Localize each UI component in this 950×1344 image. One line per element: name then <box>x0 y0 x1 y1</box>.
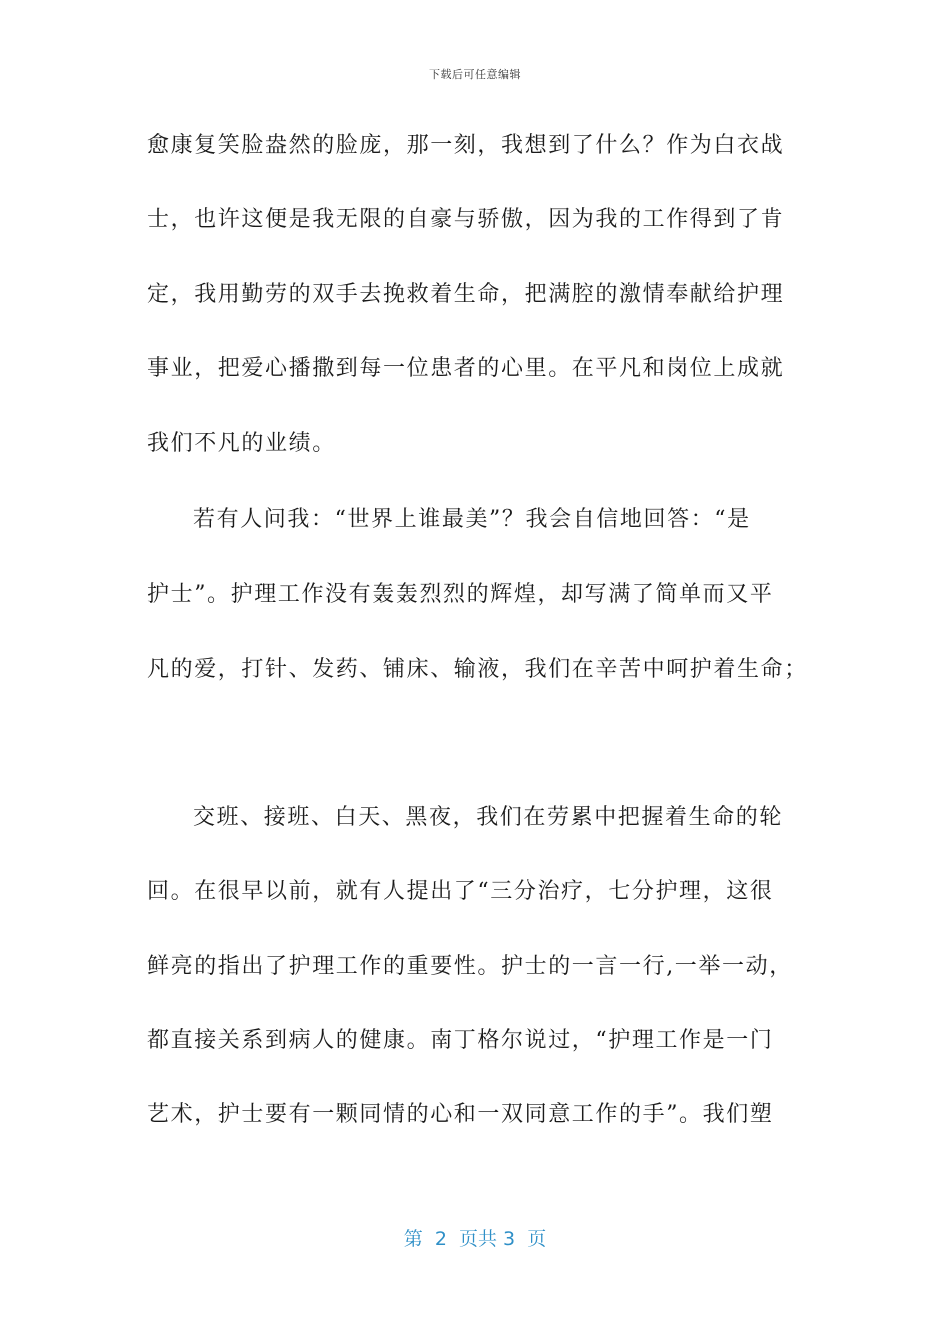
text-line: 鲜亮的指出了护理工作的重要性。护士的一言一行,一举一动， <box>147 954 793 979</box>
paragraph-first-line: 交班、接班、白天、黑夜，我们在劳累中把握着生命的轮 <box>193 805 784 830</box>
text-line: 事业，把爱心播撒到每一位患者的心里。在平凡和岗位上成就 <box>147 356 785 381</box>
page-number: 第 2 页共 3 页 <box>403 1228 547 1250</box>
text-line: 艺术，护士要有一颗同情的心和一双同意工作的手”。我们塑 <box>147 1102 774 1127</box>
page-header: 下载后可任意编辑 <box>429 68 521 81</box>
text-line: 护士”。护理工作没有轰轰烈烈的辉煌，却写满了简单而又平 <box>147 582 774 607</box>
text-line: 定，我用勤劳的双手去挽救着生命，把满腔的激情奉献给护理 <box>147 282 785 307</box>
text-line: 士，也许这便是我无限的自豪与骄傲，因为我的工作得到了肯 <box>147 207 785 232</box>
text-line: 我们不凡的业绩。 <box>147 431 336 456</box>
text-line: 都直接关系到病人的健康。南丁格尔说过，“护理工作是一门 <box>147 1028 774 1053</box>
text-line: 愈康复笑脸盎然的脸庞，那一刻，我想到了什么？作为白衣战 <box>147 133 785 158</box>
paragraph-first-line: 若有人问我：“世界上谁最美”？我会自信地回答：“是 <box>193 507 751 532</box>
text-line: 凡的爱，打针、发药、铺床、输液，我们在辛苦中呵护着生命； <box>147 657 808 682</box>
text-line: 回。在很早以前，就有人提出了“三分治疗，七分护理，这很 <box>147 879 774 904</box>
